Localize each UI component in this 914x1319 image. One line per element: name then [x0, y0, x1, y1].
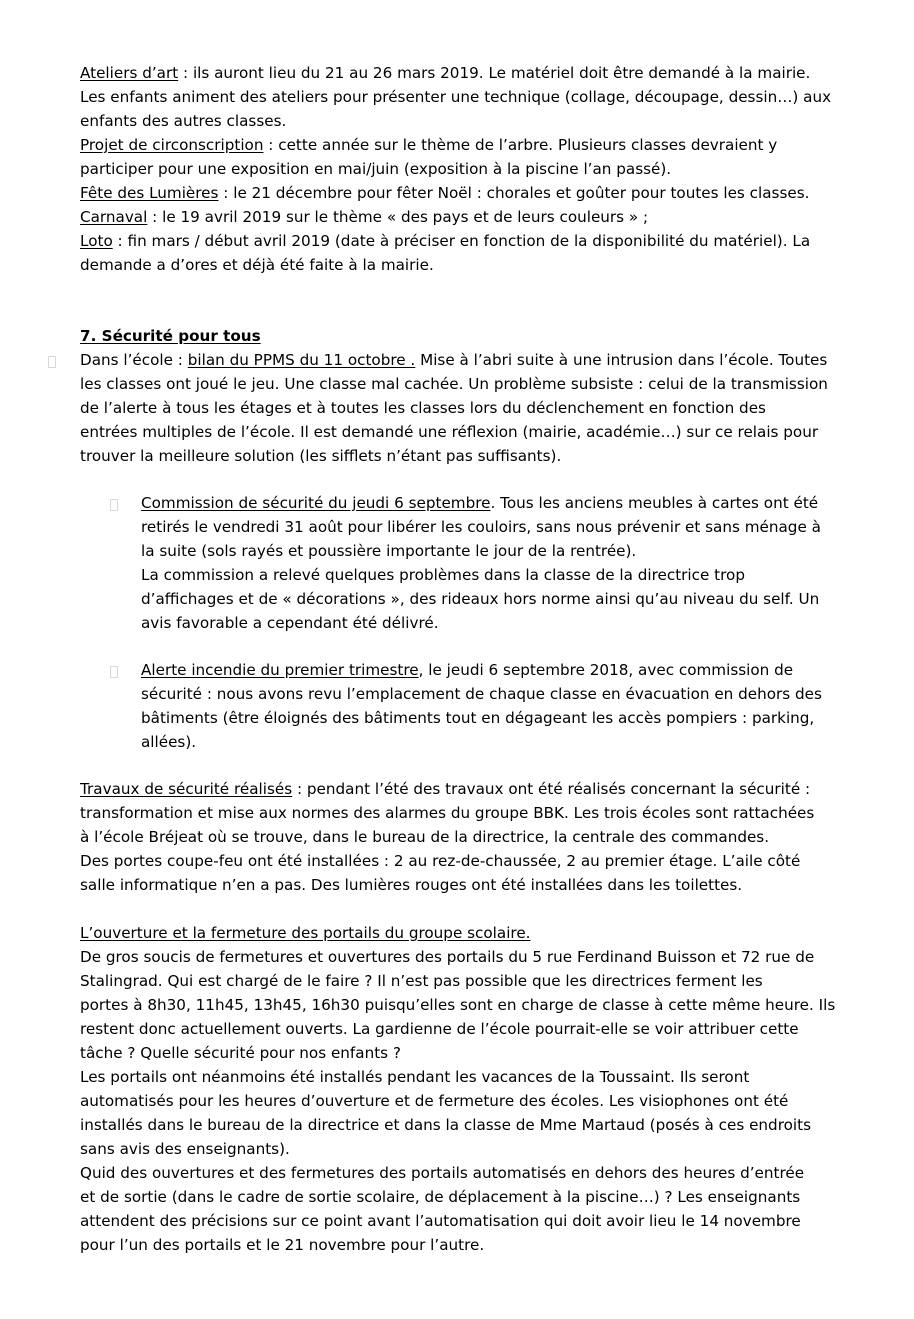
- portails-line: et de sortie (dans le cadre de sortie scolaire, de déplacement à la piscine…) ? Les enseignants: [80, 1188, 801, 1206]
- portails-line: portes à 8h30, 11h45, 13h45, 16h30 puisqu’elles sont en charge de classe à cette même heure. Ils: [80, 996, 836, 1014]
- travaux-line-4: Des portes coupe-feu ont été installées : 2 au rez-de-chaussée, 2 au premier étage. L’aile côté: [80, 852, 801, 870]
- loto-text: : fin mars / début avril 2019 (date à préciser en fonction de la disponibilité du matériel). La: [112, 232, 811, 250]
- fete-line: [80, 181, 870, 205]
- ateliers-line-2: Les enfants animent des ateliers pour présenter une technique (collage, découpage, dessin…) aux: [80, 88, 832, 106]
- travaux-line-2: transformation et mise aux normes des alarmes du groupe BBK. Les trois écoles sont rattachées: [80, 804, 815, 822]
- ecole-line-4: entrées multiples de l’école. Il est demandé une réflexion (mairie, académie…) sur ce relais pour: [80, 423, 819, 441]
- alerte-line-1: [141, 658, 871, 682]
- ecole-line-1: [80, 348, 870, 372]
- commission-title: Commission de sécurité du jeudi 6 septembre: [141, 494, 491, 512]
- travaux-text: : pendant l’été des travaux ont été réalisés concernant la sécurité :: [292, 780, 811, 798]
- bullet-marker-icon: [110, 666, 118, 678]
- commission-line-2: retirés le vendredi 31 août pour libérer les couloirs, sans nous prévenir et sans ménage à: [141, 518, 821, 536]
- commission-line-4: La commission a relevé quelques problèmes dans la classe de la directrice trop: [141, 566, 745, 584]
- events-section: [80, 61, 870, 277]
- ppms-title: bilan du PPMS du 11 octobre .: [187, 351, 416, 369]
- ecole-line-5: trouver la meilleure solution (les sifflets n’étant pas suffisants).: [80, 447, 562, 465]
- portails-line: sans avis des enseignants).: [80, 1140, 290, 1158]
- ateliers-line-3: enfants des autres classes.: [80, 112, 287, 130]
- ateliers-title: Ateliers d’art: [80, 64, 179, 82]
- projet-title: Projet de circonscription: [80, 136, 264, 154]
- portails-line: Quid des ouvertures et des fermetures des portails automatisés en dehors des heures d’entrée: [80, 1164, 805, 1182]
- loto-title: Loto: [80, 232, 113, 250]
- travaux-title: Travaux de sécurité réalisés: [80, 780, 293, 798]
- commission-line-3: la suite (sols rayés et poussière importante le jour de la rentrée).: [141, 542, 637, 560]
- loto-line-1: [80, 229, 870, 253]
- ecole-line-3: de l’alerte à tous les étages et à toutes les classes lors du déclenchement en fonction des: [80, 399, 766, 417]
- travaux-line-5: salle informatique n’en a pas. Des lumières rouges ont été installées dans les toilettes.: [80, 876, 743, 894]
- travaux-line-3: à l’école Bréjeat où se trouve, dans le bureau de la directrice, la centrale des commandes.: [80, 828, 770, 846]
- ateliers-text: : ils auront lieu du 21 au 26 mars 2019. Le matériel doit être demandé à la mairie.: [178, 64, 811, 82]
- portails-line: pour l’un des portails et le 21 novembre pour l’autre.: [80, 1236, 485, 1254]
- commission-paragraph: [141, 491, 871, 635]
- loto-line-2: demande a d’ores et déjà été faite à la mairie.: [80, 256, 434, 274]
- commission-line-1: [141, 491, 871, 515]
- portails-line: automatisés pour les heures d’ouverture et de fermeture des écoles. Les visiophones ont été: [80, 1092, 789, 1110]
- fete-title: Fête des Lumières: [80, 184, 219, 202]
- ateliers-line-1: [80, 61, 870, 85]
- section-heading: 7. Sécurité pour tous: [80, 327, 261, 345]
- portails-line: installés dans le bureau de la directrice et dans la classe de Mme Martaud (posés à ces endroits: [80, 1116, 811, 1134]
- ecole-text: Mise à l’abri suite à une intrusion dans l’école. Toutes: [415, 351, 828, 369]
- portails-line: De gros soucis de fermetures et ouvertures des portails du 5 rue Ferdinand Buisson et 72 rue de: [80, 948, 815, 966]
- alerte-line-3: bâtiments (être éloignés des bâtiments tout en dégageant les accès pompiers : parking,: [141, 709, 815, 727]
- carnaval-line: [80, 205, 870, 229]
- alerte-title: Alerte incendie du premier trimestre: [141, 661, 419, 679]
- projet-line-2: participer pour une exposition en mai/juin (exposition à la piscine l’an passé).: [80, 160, 672, 178]
- portails-line: Stalingrad. Qui est chargé de le faire ? Il n’est pas possible que les directrices ferment les: [80, 972, 763, 990]
- alerte-line-4: allées).: [141, 733, 197, 751]
- ecole-paragraph: [80, 348, 870, 468]
- commission-text: . Tous les anciens meubles à cartes ont été: [490, 494, 819, 512]
- commission-line-5: d’affichages et de « décorations », des rideaux hors norme ainsi qu’au niveau du self. Un: [141, 590, 820, 608]
- portails-line: tâche ? Quelle sécurité pour nos enfants ?: [80, 1044, 401, 1062]
- alerte-text: , le jeudi 6 septembre 2018, avec commission de: [418, 661, 794, 679]
- portails-line: restent donc actuellement ouverts. La gardienne de l’école pourrait-elle se voir attribuer cette: [80, 1020, 799, 1038]
- carnaval-title: Carnaval: [80, 208, 148, 226]
- bullet-marker-icon: [110, 499, 118, 511]
- alerte-line-2: sécurité : nous avons revu l’emplacement de chaque classe en évacuation en dehors des: [141, 685, 822, 703]
- projet-text: : cette année sur le thème de l’arbre. Plusieurs classes devraient y: [263, 136, 778, 154]
- travaux-paragraph: [80, 777, 870, 897]
- alerte-paragraph: [141, 658, 871, 754]
- portails-line: attendent des précisions sur ce point avant l’automatisation qui doit avoir lieu le 14 novembre: [80, 1212, 801, 1230]
- portails-line: Les portails ont néanmoins été installés pendant les vacances de la Toussaint. Ils seront: [80, 1068, 750, 1086]
- bullet-marker-icon: [48, 356, 56, 368]
- projet-line-1: [80, 133, 870, 157]
- ecole-line-2: les classes ont joué le jeu. Une classe mal cachée. Un problème subsiste : celui de la transmission: [80, 375, 828, 393]
- commission-line-6: avis favorable a cependant été délivré.: [141, 614, 439, 632]
- travaux-line-1: [80, 777, 870, 801]
- fete-text: : le 21 décembre pour fêter Noël : chorales et goûter pour toutes les classes.: [218, 184, 810, 202]
- section-7-heading-wrap: [80, 324, 870, 348]
- ecole-prefix: Dans l’école :: [80, 351, 188, 369]
- portails-paragraph: [80, 921, 870, 1257]
- carnaval-text: : le 19 avril 2019 sur le thème « des pays et de leurs couleurs » ;: [147, 208, 649, 226]
- portails-title: L’ouverture et la fermeture des portails du groupe scolaire.: [80, 924, 531, 942]
